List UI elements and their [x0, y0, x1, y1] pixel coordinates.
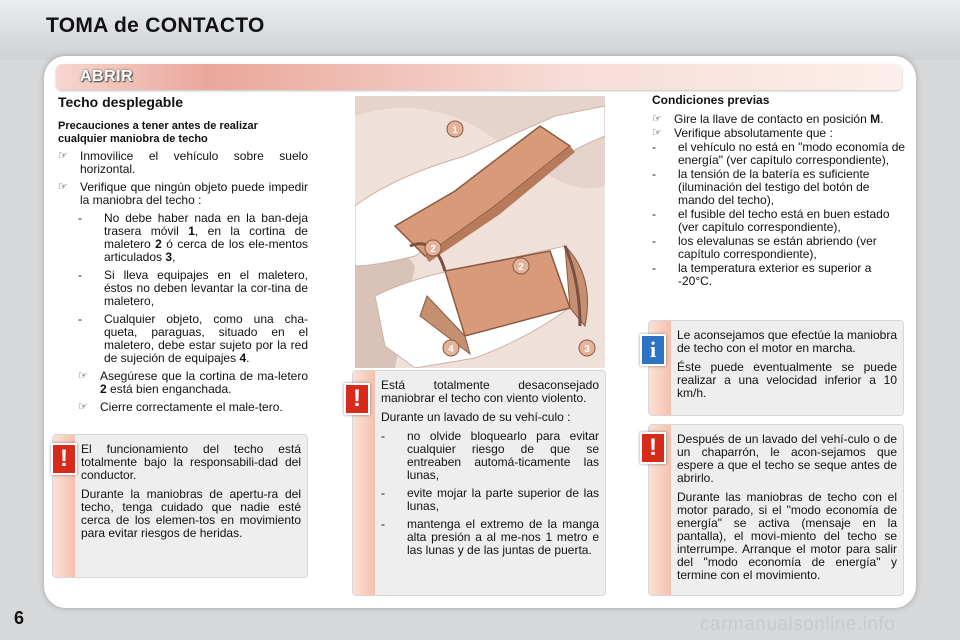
label-1-callout [447, 121, 463, 137]
roof-heading: Techo desplegable [58, 94, 183, 110]
conditions-heading: Condiciones previas [652, 93, 770, 107]
pointing-hand-icon: ☞ [78, 401, 88, 413]
svg-text:2: 2 [430, 244, 436, 255]
pointing-hand-icon: ☞ [58, 150, 68, 162]
svg-text:2: 2 [518, 262, 524, 273]
label-3-callout [579, 340, 595, 356]
section-bar [56, 64, 902, 90]
exclamation-warning-icon: ! [51, 443, 77, 475]
warning-note-middle: Está totalmente desaconsejado maniobrar el techo con viento violento. Durante un lavado de su vehí-culo : - no olvide bloquearlo para evitar cualquier riesgo de que se entreaben automá-ticamente las lunas, - evite mojar la parte superior de las lunas, - mantenga el extremo de la manga alta presión a al me-nos 1 metro e las lunas y de las juntas de puerta. [352, 370, 606, 596]
warning-list-item: no olvide bloquearlo para evitar cualquier riesgo de que se entreaben automá-ticamente las lunas, [407, 429, 599, 482]
warning-text: Está totalmente desaconsejado maniobrar el techo con viento violento. [381, 378, 599, 405]
warning-list-item: mantenga el extremo de la manga alta presión a al me-nos 1 metro e las lunas y de las juntas de puerta. [407, 517, 599, 557]
exclamation-warning-icon: ! [344, 383, 370, 415]
svg-text:3: 3 [584, 344, 590, 355]
info-text: Le aconsejamos que efectúe la maniobra de techo con el motor en marcha. [677, 328, 897, 355]
pointing-hand-icon: ☞ [58, 181, 68, 193]
warning-text: Después de un lavado del vehí-culo o de un chaparrón, le acon-sejamos que espere a que el techo se seque antes de abrirlo. [677, 432, 897, 485]
convertible-roof-illustration [355, 96, 605, 368]
exclamation-warning-icon: ! [640, 432, 666, 464]
svg-text:1: 1 [452, 125, 458, 136]
info-icon: i [640, 334, 666, 366]
warning-note-right [648, 424, 904, 596]
precaution-subitem: Cualquier objeto, como una cha-queta, paraguas, situado en el maletero, debe estar sujeto por la red de sujeción de equipajes 4. [104, 312, 308, 365]
precaution-item: Inmovilice el vehículo sobre suelo horizontal. [80, 149, 308, 176]
label-2-callout [425, 240, 441, 256]
precaution-item: Cierre correctamente el male-tero. [100, 400, 283, 414]
precautions-heading: Precauciones a tener antes de realizar cualquier maniobra de techo [58, 120, 258, 145]
label-2-callout [513, 258, 529, 274]
page-number: 6 [14, 608, 25, 628]
warning-text: Durante un lavado de su vehí-culo : [381, 410, 571, 424]
warning-text: Durante las maniobras de techo con el motor parado, si el "modo economía de energía" se activa (mensaje en la pantalla), el movi-miento del techo se interrumpe. Arranque el motor para salir del "modo economía de energía" y termine con el movimiento. [677, 490, 897, 582]
section-title: ABRIR [80, 68, 134, 85]
precaution-item: Verifique que ningún objeto puede impedir la maniobra del techo : [80, 180, 308, 207]
condition-check: los elevalunas se están abriendo (ver capítulo correspondiente), [678, 234, 877, 261]
info-note [648, 320, 904, 416]
condition-check: la temperatura exterior es superior a -20°C. [678, 261, 872, 288]
condition-check: el fusible del techo está en buen estado (ver capítulo correspondiente), [678, 207, 890, 234]
warning-text: El funcionamiento del techo está totalmente bajo la responsabili-dad del conductor. [81, 442, 301, 482]
warning-list-item: evite mojar la parte superior de las lunas, [407, 486, 599, 513]
condition-check: el vehículo no está en "modo economía de energía" (ver capítulo correspondiente), [678, 140, 906, 167]
info-text: Éste puede eventualmente se puede realizar a una velocidad inferior a 10 km/h. [677, 360, 897, 400]
precaution-subitem: No debe haber nada en la ban-deja trasera móvil 1, en la cortina de maletero 2 ó cerca de los ele-mentos articulados 3, [104, 211, 308, 264]
watermark: carmanualsonline.info [700, 614, 896, 635]
label-4-callout [443, 340, 459, 356]
precautions-list: ☞ Inmovilice el vehículo sobre suelo horizontal. ☞ Verifique que ningún objeto puede impedir la maniobra del techo : - No debe haber nada en la ban-deja trasera móvil 1, en la cortina de maletero 2 ó cerca de los ele-mentos articulados 3, - Si lleva equipajes en el maletero, éstos no deben levantar la cor-tina de maletero, - Cualquier objeto, como una cha-queta, paraguas, situado en el maletero, debe estar sujeto por la red de sujeción de equipajes 4. ☞ Asegúrese que la cortina de ma-letero 2 está bien enganchada. ☞ Cierre correctamente el male-tero. [58, 149, 308, 414]
condition-item: Verifique absolutamente que : [674, 126, 833, 140]
conditions-section: Condiciones previas ☞ Gire la llave de contacto en posición M. ☞ Verifique absolutamente que : - el vehículo no está en "modo economía de energía" (ver capítulo correspondiente), - la tensión de la batería es suficiente (iluminación del testigo del botón de mando del techo), - el fusible del techo está en buen estado (ver capítulo correspondiente), - los elevalunas se están abriendo (ver capítulo correspondiente), - la temperatura exterior es superior a -20°C. [652, 93, 906, 288]
pointing-hand-icon: ☞ [652, 113, 662, 125]
precaution-subitem: Si lleva equipajes en el maletero, éstos no deben levantar la cor-tina de maletero, [104, 268, 308, 308]
condition-check: la tensión de la batería es suficiente (iluminación del testigo del botón de mando del techo), [678, 167, 870, 207]
pointing-hand-icon: ☞ [78, 370, 88, 382]
precaution-item: Asegúrese que la cortina de ma-letero 2 está bien enganchada. [100, 369, 308, 396]
pointing-hand-icon: ☞ [652, 127, 662, 139]
svg-text:4: 4 [448, 344, 454, 355]
warning-text: Durante la maniobras de apertu-ra del techo, tenga cuidado que nadie esté cerca de los elemen-tos en movimiento para evitar riesgos de heridas. [81, 487, 301, 540]
page-title: TOMA de CONTACTO [46, 14, 265, 37]
condition-item: Gire la llave de contacto en posición M. [674, 112, 884, 126]
warning-note-left [52, 434, 308, 578]
